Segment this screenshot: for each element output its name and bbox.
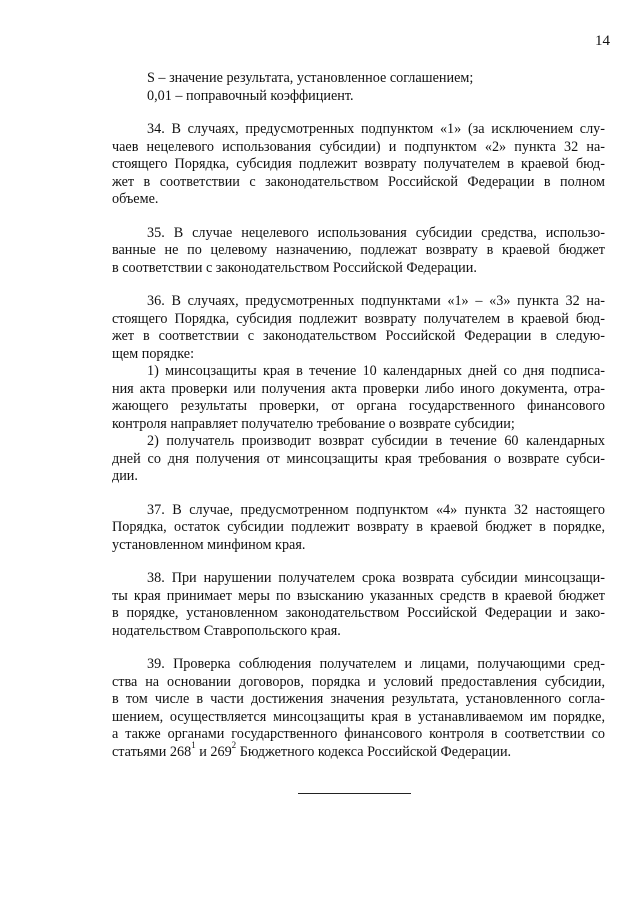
paragraph-35 bbox=[112, 225, 605, 278]
subitem-1-line: жающего результаты проверки, от органа государственного финансового bbox=[112, 398, 605, 414]
paragraph-line: 38. При нарушении получателем срока возврата субсидии минсоцзащи- bbox=[147, 570, 605, 586]
paragraph-line: шением, осуществляется минсоцзащиты края в устанавливаемом им порядке, bbox=[112, 708, 605, 725]
paragraph-line: чаев нецелевого использования субсидии) и подпунктом «2» пункта 32 на- bbox=[112, 138, 605, 155]
paragraph-line: 39. Проверка соблюдения получателем и лицами, получающими сред- bbox=[147, 656, 605, 672]
citation-text-a: статьями 268 bbox=[112, 743, 192, 760]
superscript-2: 2 bbox=[231, 739, 237, 750]
paragraph-line: 35. В случае нецелевого использования субсидии средства, использо- bbox=[147, 224, 605, 241]
paragraph-line: жет в соответствии с законодательством Российской Федерации в следую- bbox=[112, 328, 605, 344]
paragraph-line: установленном минфином края. bbox=[112, 536, 306, 553]
paragraph-line: щем порядке: bbox=[112, 345, 195, 362]
paragraph-line: ты края принимает меры по взысканию указанных средств в краевой бюджет bbox=[112, 587, 605, 604]
paragraph-line: нодательством Ставропольского края. bbox=[112, 622, 341, 639]
subitem-2-line: дней со дня получения от минсоцзащиты края требования о возврате субси- bbox=[112, 450, 605, 467]
definition-s: S – значение результата, установленное соглашением; bbox=[147, 70, 474, 86]
paragraph-line-citation bbox=[112, 739, 605, 762]
paragraph-line: объеме. bbox=[112, 191, 159, 207]
document-body bbox=[112, 70, 605, 761]
paragraph-34 bbox=[112, 121, 605, 209]
subitem-1-line: 1) минсоцзащиты края в течение 10 календарных дней со дня подписа- bbox=[147, 363, 605, 379]
paragraph-37 bbox=[112, 502, 605, 555]
paragraph-36 bbox=[112, 293, 605, 486]
subitem-2-line: дии. bbox=[112, 468, 138, 484]
superscript-1: 1 bbox=[191, 739, 196, 750]
citation-text-b: и 269 bbox=[195, 743, 232, 760]
paragraph-line: а также органами государственного финансового контроля в соответствии со bbox=[112, 726, 605, 742]
paragraph-line: 34. В случаях, предусмотренных подпунктом «1» (за исключением слу- bbox=[147, 121, 605, 137]
paragraph-line: жет в соответствии с законодательством Российской Федерации в полном bbox=[112, 173, 605, 190]
page-number: 14 bbox=[595, 33, 610, 49]
paragraph-line: в порядке, установленном законодательством Российской Федерации и зако- bbox=[112, 605, 605, 621]
subitem-1-line: контроля направляет получателю требование о возврате субсидии; bbox=[112, 415, 515, 432]
definition-coefficient: 0,01 – поправочный коэффициент. bbox=[147, 87, 354, 104]
citation-text-c: Бюджетного кодекса Российской Федерации. bbox=[236, 743, 512, 760]
paragraph-line: в соответствии с законодательством Российской Федерации. bbox=[112, 259, 477, 276]
definitions bbox=[112, 70, 605, 105]
paragraph-line: 37. В случае, предусмотренном подпунктом «4» пункта 32 настоящего bbox=[147, 501, 605, 518]
paragraph-line: ства на основании договоров, порядка и условий предоставления субсидии, bbox=[112, 673, 605, 690]
paragraph-line: 36. В случаях, предусмотренных подпунктами «1» – «3» пункта 32 на- bbox=[147, 293, 605, 309]
paragraph-39 bbox=[112, 656, 605, 761]
paragraph-38 bbox=[112, 570, 605, 640]
paragraph-line: в том числе в части достижения значения результата, установленного согла- bbox=[112, 691, 605, 707]
paragraph-line: стоящего Порядка, субсидия подлежит возврату получателем в краевой бюд- bbox=[112, 310, 605, 327]
end-divider-line bbox=[298, 793, 411, 794]
subitem-1-line: ния акта проверки или получения акта проверки либо иного документа, отра- bbox=[112, 380, 605, 397]
paragraph-line: Порядка, остаток субсидии подлежит возврату в краевой бюджет в порядке, bbox=[112, 519, 605, 535]
paragraph-line: стоящего Порядка, субсидия подлежит возврату получателем в краевой бюд- bbox=[112, 156, 605, 172]
paragraph-line: ванные не по целевому назначению, подлежат возврату в краевой бюджет bbox=[112, 242, 605, 258]
subitem-2-line: 2) получатель производит возврат субсидии в течение 60 календарных bbox=[147, 433, 605, 449]
